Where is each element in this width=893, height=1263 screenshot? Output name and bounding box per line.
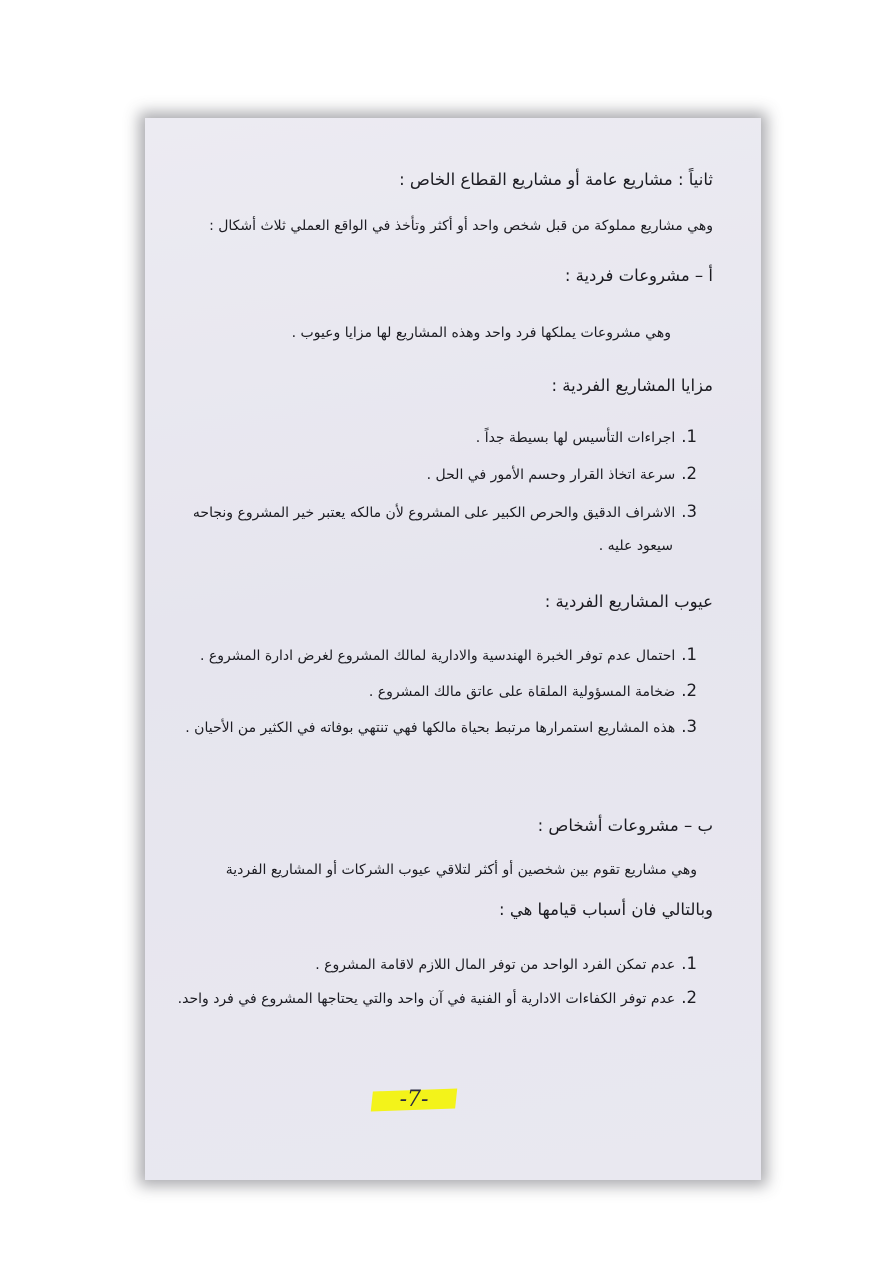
list-item-text: احتمال عدم توفر الخبرة الهندسية والادارية لمالك المشروع لغرض ادارة المشروع .	[199, 648, 676, 664]
list-item-text: عدم تمكن الفرد الواحد من توفر المال اللازم لاقامة المشروع .	[315, 957, 676, 973]
page-number-marker	[372, 1086, 456, 1114]
list-item-text: اجراءات التأسيس لها بسيطة جداً .	[475, 430, 676, 446]
list-number: 3.	[681, 502, 697, 521]
section-a-description: وهي مشروعات يملكها فرد واحد وهذه المشاريع لها مزايا وعيوب .	[291, 325, 671, 341]
advantages-title: مزايا المشاريع الفردية :	[551, 376, 713, 395]
list-number: 2.	[681, 464, 697, 483]
main-heading: ثانياً : مشاريع عامة أو مشاريع القطاع الخاص :	[399, 170, 713, 189]
intro-paragraph: وهي مشاريع مملوكة من قبل شخص واحد أو أكثر وتأخذ في الواقع العملي ثلاث أشكال :	[209, 218, 713, 234]
section-a-title: أ – مشروعات فردية :	[564, 266, 713, 285]
list-number: 1.	[681, 954, 697, 973]
disadvantages-title: عيوب المشاريع الفردية :	[544, 592, 713, 611]
disadvantage-item-2	[369, 681, 697, 700]
list-number: 3.	[681, 717, 697, 736]
list-item-text: الاشراف الدقيق والحرص الكبير على المشروع لأن مالكه يعتبر خير المشروع ونجاحه	[192, 505, 676, 521]
disadvantage-item-1	[200, 645, 697, 664]
disadvantage-item-3	[185, 717, 697, 736]
advantage-item-1	[476, 427, 697, 446]
list-item-text: عدم توفر الكفاءات الادارية أو الفنية في آن واحد والتي يحتاجها المشروع في فرد واحد.	[177, 991, 676, 1007]
list-item-text: ضخامة المسؤولية الملقاة على عاتق مالك المشروع .	[368, 684, 676, 700]
list-number: 2.	[681, 988, 697, 1007]
advantage-item-3	[193, 502, 697, 521]
advantage-item-2	[427, 464, 697, 483]
list-item-text: هذه المشاريع استمرارها مرتبط بحياة مالكها فهي تنتهي بوفاته في الكثير من الأحيان .	[185, 720, 676, 736]
list-number: 2.	[681, 681, 697, 700]
document-page	[145, 118, 761, 1180]
reason-item-1	[315, 954, 697, 973]
list-item-text: سرعة اتخاذ القرار وحسم الأمور في الحل .	[426, 467, 676, 483]
section-b-description-line-2: وبالتالي فان أسباب قيامها هي :	[499, 900, 713, 919]
section-b-description-line-1: وهي مشاريع تقوم بين شخصين أو أكثر لتلاقي عيوب الشركات أو المشاريع الفردية	[225, 862, 697, 878]
advantage-item-3-continuation: سيعود عليه .	[598, 538, 673, 554]
page-number: -7-	[399, 1087, 429, 1112]
section-b-title: ب – مشروعات أشخاص :	[537, 816, 713, 835]
reason-item-2	[178, 988, 697, 1007]
list-number: 1.	[681, 427, 697, 446]
list-number: 1.	[681, 645, 697, 664]
